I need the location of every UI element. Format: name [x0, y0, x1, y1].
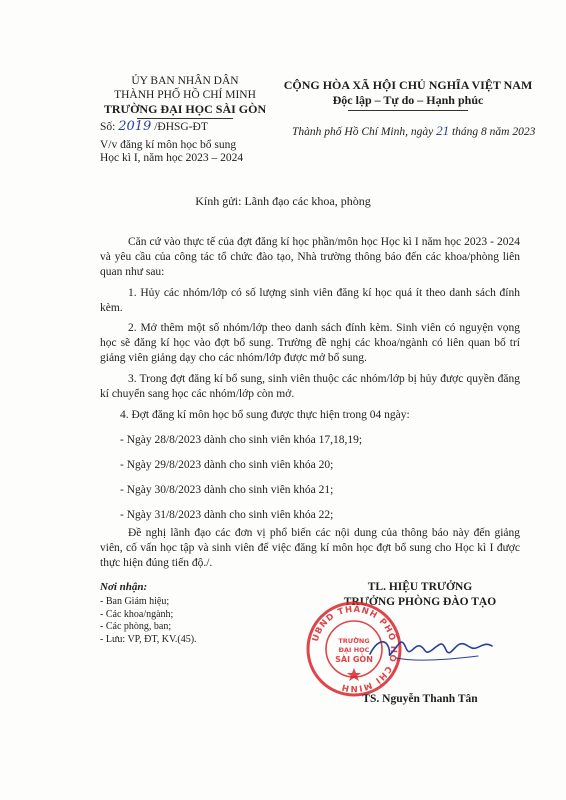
seal-star-icon	[347, 668, 361, 681]
paragraph-4: 4. Đợt đăng kí môn học bổ sung được thực hiện trong 04 ngày:	[120, 409, 410, 421]
signer-name: TS. Nguyễn Thanh Tân	[362, 693, 478, 705]
number-prefix: Số:	[100, 121, 119, 133]
recipients-note-list	[100, 596, 280, 646]
motto-underline	[348, 110, 468, 111]
date-suffix: tháng 8 năm 2023	[449, 126, 536, 138]
day-item-2: - Ngày 29/8/2023 dành cho sinh viên khóa 20;	[120, 459, 334, 471]
recipients-note-title: Nơi nhận:	[100, 581, 148, 593]
seal-inner-bottom: SÀI GÒN	[335, 655, 373, 664]
intro-paragraph: Căn cứ vào thực tế của đợt đăng kí học phần/môn học Học kì I năm học 2023 - 2024 và yêu cầu của công tác tổ chức đào tạo, Nhà trường thông báo đến các khoa/phòng liên quan như sau:	[100, 236, 520, 278]
seal-inner-top: TRƯỜNG	[338, 637, 370, 645]
subject-line-1: V/v đăng kí môn học bổ sung	[100, 139, 237, 151]
date-day-handwritten: 21	[436, 123, 450, 138]
national-header	[283, 78, 533, 111]
seal-outer-text: UBND THÀNH PHỐ HỒ CHÍ MINH	[310, 604, 399, 694]
day-item-4: - Ngày 31/8/2023 dành cho sinh viên khóa 22;	[120, 509, 334, 521]
recipients-note-item: - Ban Giám hiệu;	[100, 596, 170, 607]
issuer-line-1: ỦY BAN NHÂN DÂN	[131, 75, 239, 87]
signature-title-2: TRƯỞNG PHÒNG ĐÀO TẠO	[343, 596, 497, 608]
recipients-note-item: - Các phòng, ban;	[100, 621, 172, 632]
paragraph-3: 3. Trong đợt đăng kí bổ sung, sinh viên thuộc các nhóm/lớp bị hủy được quyền đăng kí chuyển sang học các nhóm/lớp còn mở.	[100, 373, 520, 400]
issuer-line-2: THÀNH PHỐ HỒ CHÍ MINH	[114, 89, 256, 101]
recipients-note-item: - Các khoa/ngành;	[100, 608, 174, 620]
document-subject	[100, 139, 300, 165]
signature-scribble-icon	[366, 628, 496, 668]
issuer-school-name: TRƯỜNG ĐẠI HỌC SÀI GÒN	[103, 102, 267, 116]
national-motto: Độc lập – Tự do – Hạnh phúc	[332, 93, 484, 107]
signature-title-1: TL. HIỆU TRƯỞNG	[367, 581, 473, 593]
number-suffix: /ĐHSG-ĐT	[151, 121, 208, 133]
national-title: CỘNG HÒA XÃ HỘI CHỦ NGHĨA VIỆT NAM	[283, 78, 533, 92]
issuer-underline	[137, 118, 233, 119]
paragraph-2: 2. Mở thêm một số nhóm/lớp theo danh sách đính kèm. Sinh viên có nguyện vọng học sẽ đăng kí học vào đợt bổ sung. Trường đề nghị các khoa/ngành có liên quan bố trí giảng viên giảng dạy cho các nhóm/lớp được mở bổ sung.	[100, 322, 520, 364]
closing-paragraph: Đề nghị lãnh đạo các đơn vị phổ biến các nội dung của thông báo này đến giảng viên, cố vấn học tập và sinh viên để việc đăng kí môn học đợt bổ sung cho Học kì I được thực hiện đúng tiến độ./.	[100, 527, 520, 569]
day-item-1: - Ngày 28/8/2023 dành cho sinh viên khóa 17,18,19;	[120, 434, 363, 446]
recipient-line: Kính gửi: Lãnh đạo các khoa, phòng	[195, 194, 371, 208]
document-number	[100, 120, 208, 134]
seal-inner-mid: ĐẠI HỌC	[338, 646, 370, 654]
issuer-header	[100, 74, 270, 119]
day-item-3: - Ngày 30/8/2023 dành cho sinh viên khóa 21;	[120, 484, 334, 496]
subject-line-2: Học kì I, năm học 2023 – 2024	[100, 152, 244, 164]
paragraph-1: 1. Hủy các nhóm/lớp có số lượng sinh viên đăng kí học quá ít theo danh sách đính kèm.	[100, 287, 520, 314]
date-prefix: Thành phố Hồ Chí Minh, ngày	[292, 126, 437, 138]
number-handwritten: 2019	[118, 119, 152, 134]
place-date	[292, 123, 542, 139]
recipients-note-item: - Lưu: VP, ĐT, KV.(45).	[100, 633, 197, 645]
handwritten-signature	[366, 628, 496, 668]
